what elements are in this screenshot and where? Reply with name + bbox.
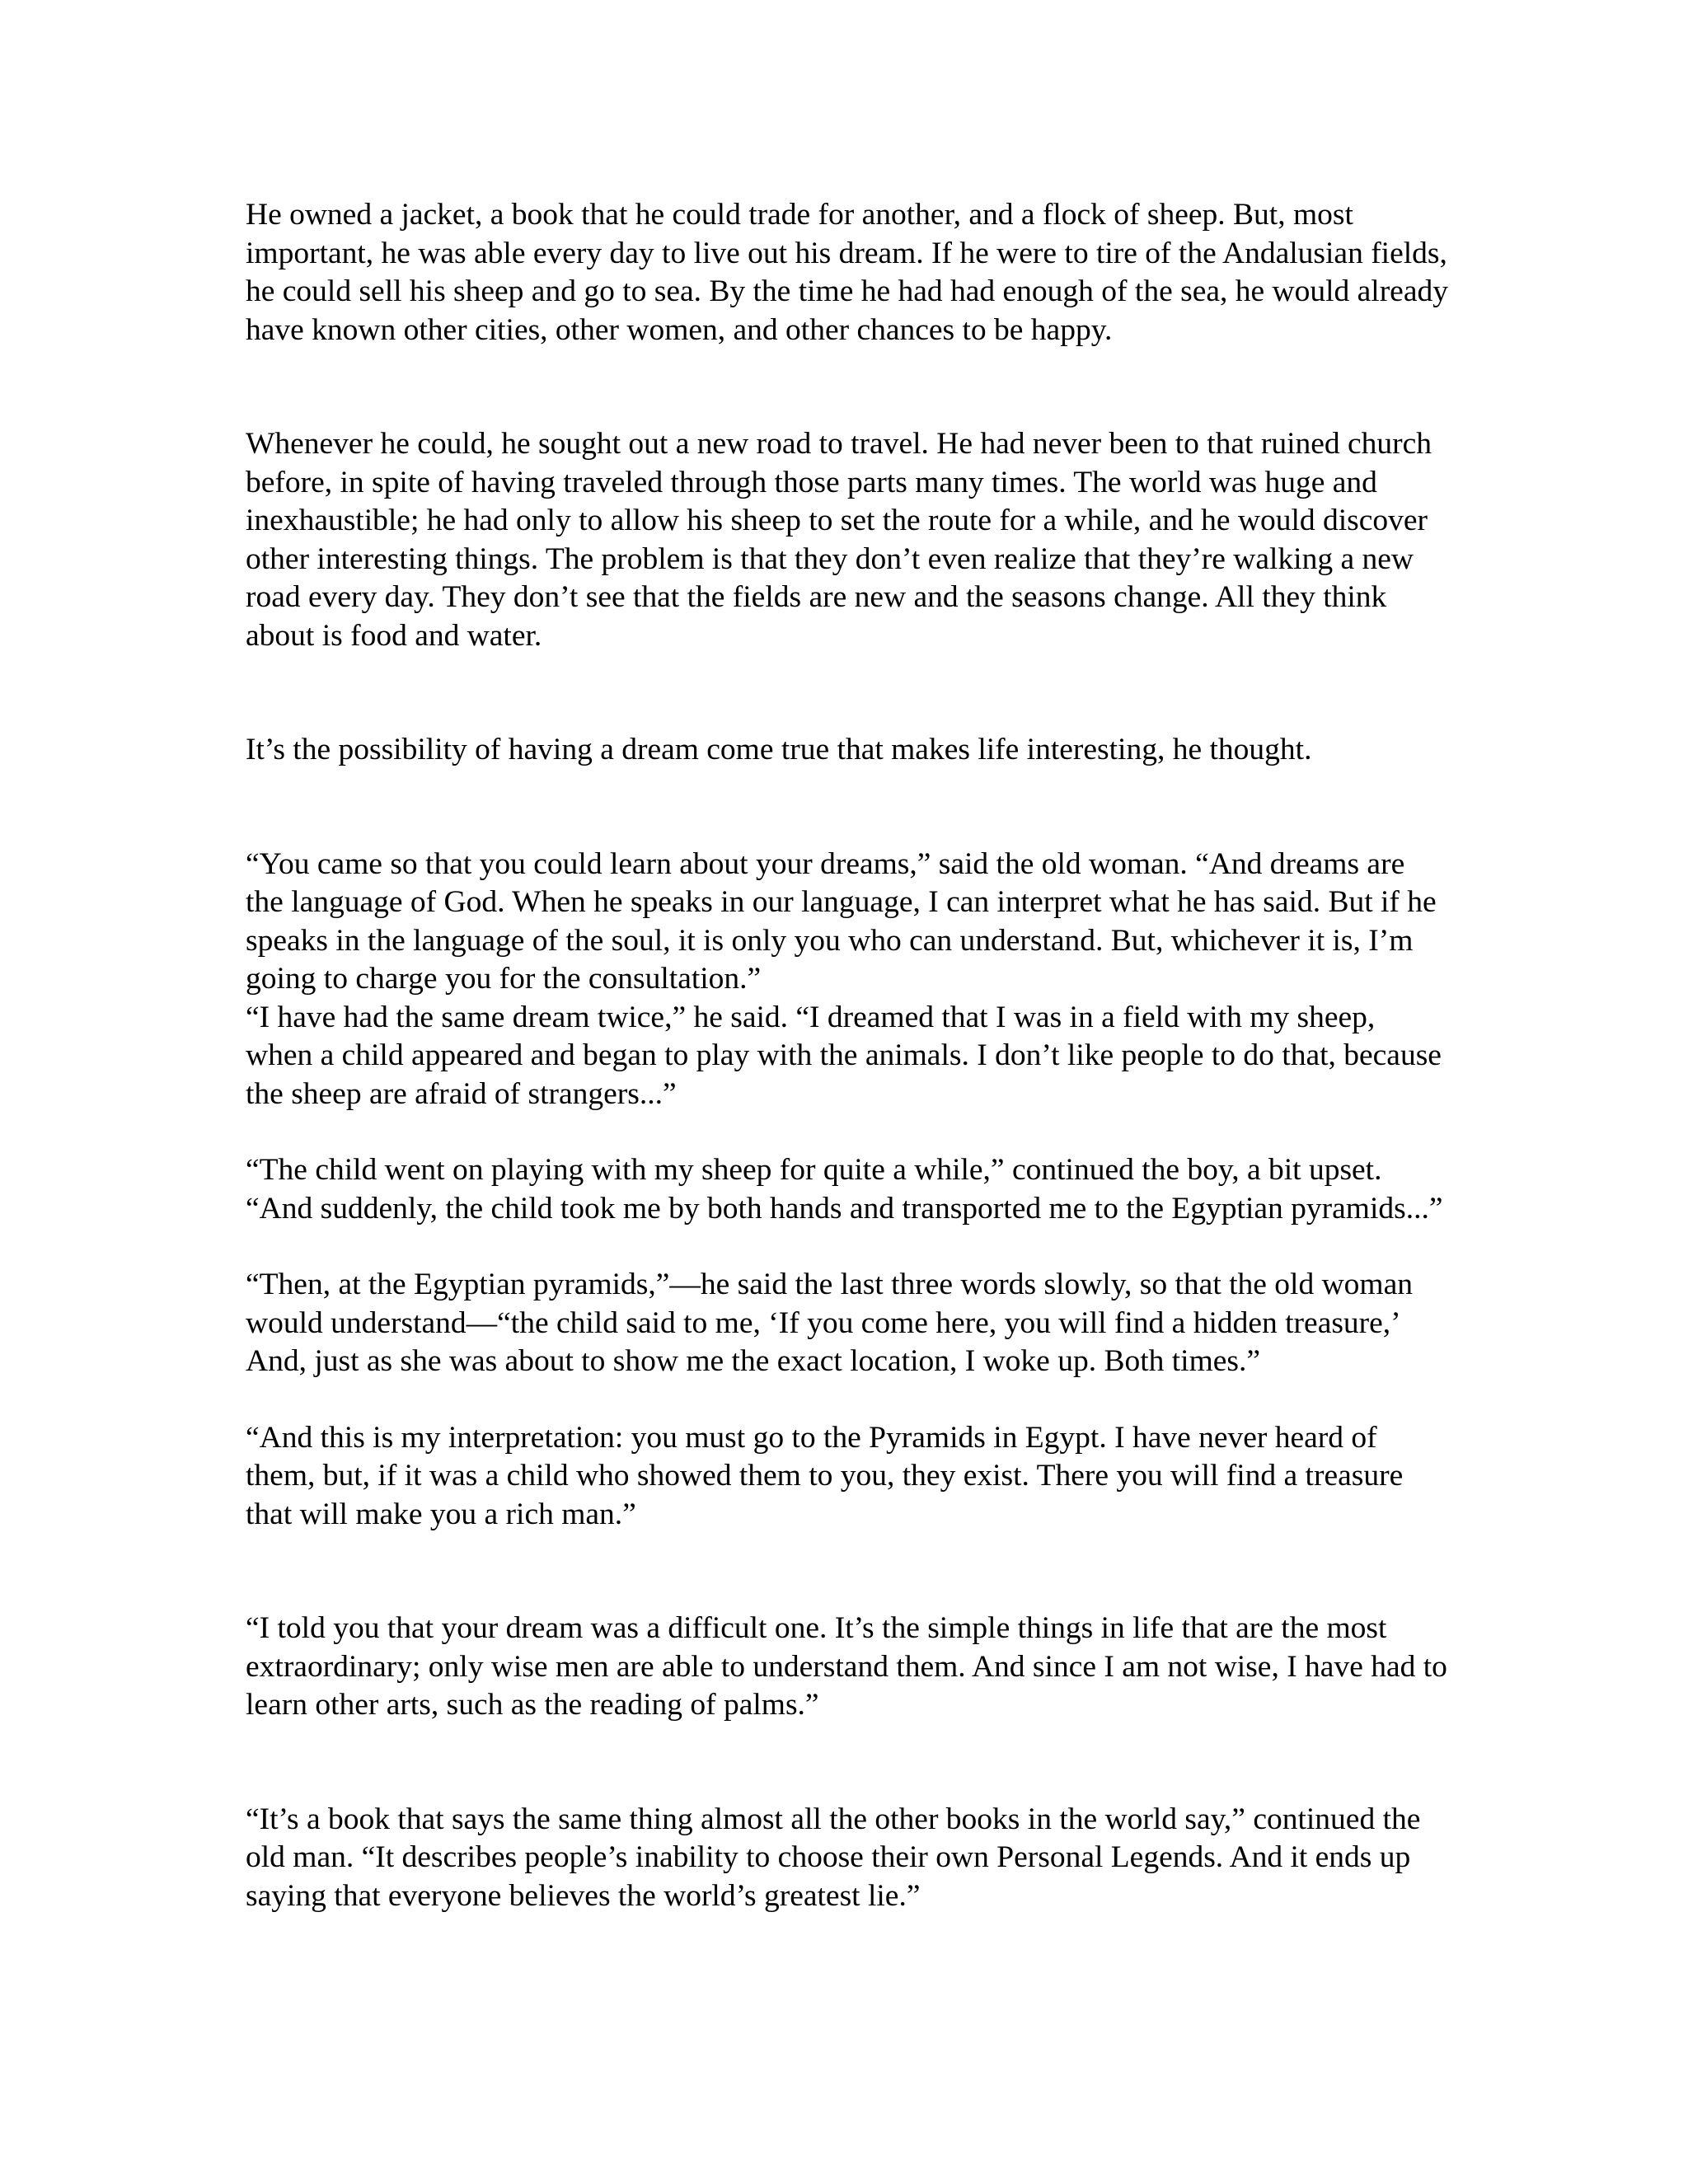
paragraph-9: “I told you that your dream was a difficult one. It’s the simple things in life that are the most extraordinary; only wise men are able to understand them. And since I am not wise, I have had to learn other arts, such as the reading of palms.” (246, 1611, 1447, 1722)
text-body (246, 196, 1449, 1915)
paragraph-3: It’s the possibility of having a dream come true that makes life interesting, he thought. (246, 733, 1312, 766)
paragraph-2: Whenever he could, he sought out a new road to travel. He had never been to that ruined church before, in spite of having traveled through those parts many times. The world was huge and inexhaustible; he had only to allow his sheep to set the route for a while, and he would discover other interesting things. The problem is that they don’t even realize that they’re walking a new road every day. They don’t see that the fields are new and the seasons change. All they think about is food and water. (246, 427, 1432, 653)
paragraph-8: “And this is my interpretation: you must go to the Pyramids in Egypt. I have never heard of them, but, if it was a child who showed them to you, they exist. There you will find a treasure that will make you a rich man.” (246, 1420, 1404, 1531)
paragraph-6: “The child went on playing with my sheep for quite a while,” continued the boy, a bit upset. “And suddenly, the child took me by both hands and transported me to the Egyptian pyramids...” (246, 1153, 1443, 1226)
paragraph-1: He owned a jacket, a book that he could trade for another, and a flock of sheep. But, most important, he was able every day to live out his dream. If he were to tire of the Andalusian fields, he could sell his sheep and go to sea. By the time he had had enough of the sea, he would already have known other cities, other women, and other chances to be happy. (246, 198, 1448, 347)
paragraph-10: “It’s a book that says the same thing almost all the other books in the world say,” continued the old man. “It describes people’s inability to choose their own Personal Legends. And it ends up saying that everyone believes the world’s greatest lie.” (246, 1802, 1421, 1913)
paragraph-4: “You came so that you could learn about your dreams,” said the old woman. “And dreams are the language of God. When he speaks in our language, I can interpret what he has said. But if he speaks in the language of the soul, it is only you who can understand. But, whichever it is, I’m going to charge you for the consultation.” (246, 846, 1437, 996)
paragraph-7: “Then, at the Egyptian pyramids,”—he said the last three words slowly, so that the old woman would understand—“the child said to me, ‘If you come here, you will find a hidden treasure,’ And, just as she was about to show me the exact location, I woke up. Both times.” (246, 1268, 1413, 1378)
paragraph-5: “I have had the same dream twice,” he said. “I dreamed that I was in a field with my sheep, when a child appeared and began to play with the animals. I don’t like people to do that, because the sheep are afraid of strangers...” (246, 1000, 1442, 1111)
